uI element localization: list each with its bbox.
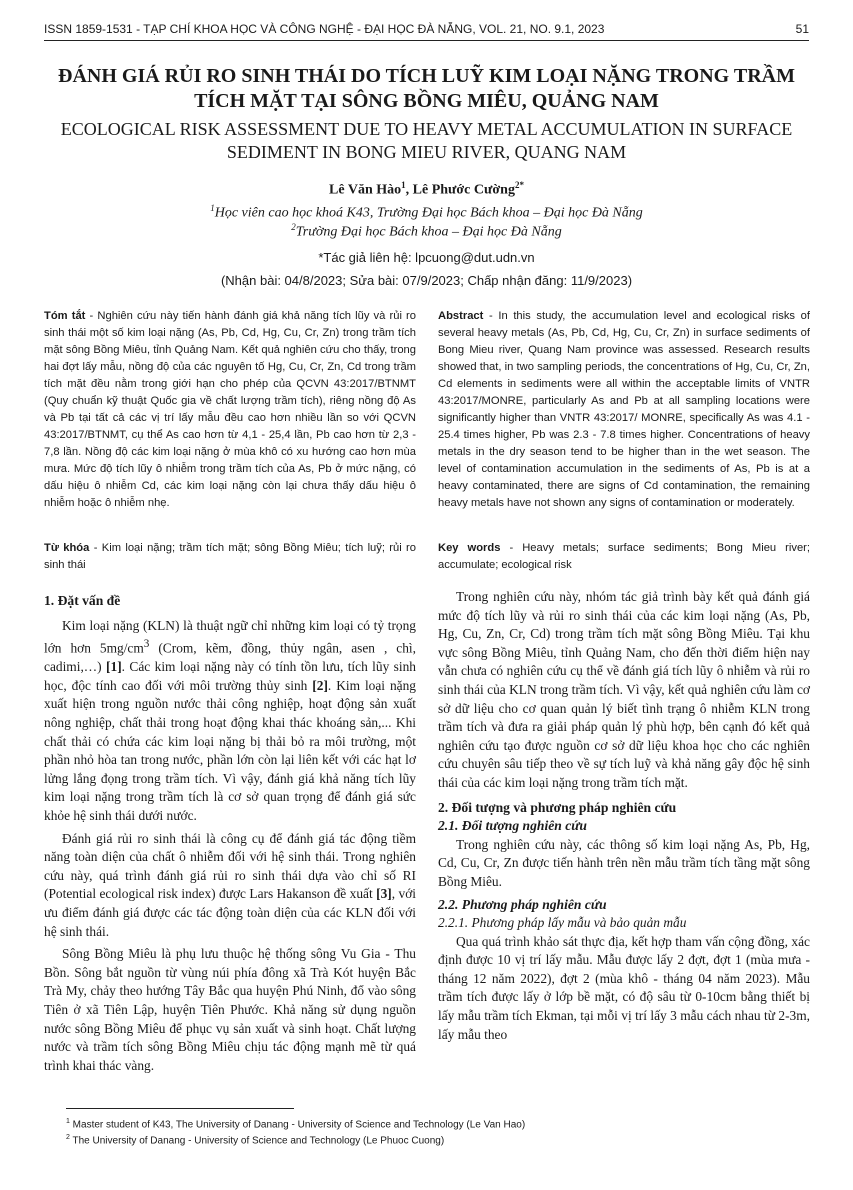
running-header [44, 22, 809, 41]
keywords-english [438, 540, 810, 574]
body-left-column [44, 592, 416, 1079]
affiliation-1 [40, 203, 813, 222]
subsection-2-1-heading: 2.1. Đối tượng nghiên cứu [438, 818, 587, 834]
author-1: Lê Văn Hào [329, 182, 402, 198]
submission-dates: (Nhận bài: 04/8/2023; Sửa bài: 07/9/2023; Chấp nhận đăng: 11/9/2023) [220, 273, 633, 288]
page-number: 51 [795, 22, 809, 36]
abstract-vi-label: Tóm tắt [44, 310, 86, 322]
title-english: ECOLOGICAL RISK ASSESSMENT DUE TO HEAVY METAL ACCUMULATION IN SURFACE SEDIMENT IN BONG MIEU RIVER, QUANG NAM [60, 119, 793, 162]
affiliation-marker: 2 [291, 222, 296, 232]
affiliation-marker: 1 [210, 203, 215, 213]
section-1-paragraph-2: Đánh giá rủi ro sinh thái là công cụ để đánh giá tác động tiềm năng toàn diện của chất ô nhiễm đối với hệ sinh thái. Trong nghiên cứu này, quá trình đánh giá rủi ro sinh thái dựa vào chỉ số RI (Potential ecological risk index) được Lars Hakanson đề xuất [3], với ưu điểm đánh giá được các tác động toàn diện của các KLN đối với hệ sinh thái. [44, 830, 416, 939]
section-2-heading: 2. Đối tượng và phương pháp nghiên cứu [438, 799, 677, 815]
subsection-2-2-1-text: Qua quá trình khảo sát thực địa, kết hợp tham vấn cộng đồng, xác định được 10 vị trí lấy mẫu. Mẫu được lấy 2 đợt, đợt 1 (mùa mưa - tháng 12 năm 2022), đợt 2 (mùa khô - tháng 04 năm 2023). Mẫu trầm tích được lấy ở lớp bề mặt, có độ sâu từ 0-10cm bằng thiết bị lấy mẫu trầm tích Ekman, tại mỗi vị trí lấy 3 mẫu cách nhau từ 2-3m, lấy mẫu theo [438, 933, 810, 1042]
corresponding-author: *Tác giả liên hệ: lpcuong@dut.udn.vn [318, 250, 535, 265]
author-2: Lê Phước Cường [412, 182, 515, 198]
subsection-2-2-heading: 2.2. Phương pháp nghiên cứu [438, 896, 607, 912]
title-vietnamese: ĐÁNH GIÁ RỦI RO SINH THÁI DO TÍCH LUỸ KIM LOẠI NẶNG TRONG TRẦM TÍCH MẶT TẠI SÔNG BỒNG MIÊU, QUẢNG NAM [58, 65, 795, 112]
keywords-en-text: - Heavy metals; surface sediments; Bong Mieu river; accumulate; ecological risk [438, 542, 811, 571]
subsection-2-1-text: Trong nghiên cứu này, các thông số kim loại nặng As, Pb, Hg, Cd, Cu, Cr, Zn được tiến hành trên nền mẫu trầm tích tầng mặt sông Bồng Miêu. [438, 836, 810, 889]
section-1-paragraph-1: Kim loại nặng (KLN) là thuật ngữ chỉ những kim loại có tỷ trọng lớn hơn $5mg/cm^3$ (Crom, kẽm, đồng, thủy ngân, asen , chì, cadimi,…) [1]. Các kim loại nặng này có tính tồn lưu, tích lũy sinh học, độc tính cao đối với môi trường thủy sinh [2]. Kim loại nặng xuất hiện trong nguồn nước thải công nghiệp, hoạt động sản xuất nông nghiệp, chất thải trong hoạt động khai thác khoáng sản,... Khi chất thải có chứa các kim loại nặng bị thải bỏ ra môi trường, một phần nhỏ hòa tan trong nước, phần lớn còn lại liên kết với các hạt lơ lửng lắng đọng trong trầm tích. Vì vậy, đánh giá khả năng tích lũy kim loại nặng trong trầm tích là cơ sở quan trọng để đánh giá sức khỏe hệ sinh thái dưới nước. [44, 617, 417, 823]
abstract-vietnamese [44, 308, 416, 512]
author-separator: , [405, 182, 413, 198]
keywords-vi-label: Từ khóa [44, 542, 90, 554]
footnote-1: $^1$ Master student of K43, The University of Danang - University of Science and Technology (Le Van Hao) [66, 1118, 526, 1131]
keywords-vi-text: - Kim loại nặng; trầm tích mặt; sông Bồng Miêu; tích luỹ; rủi ro sinh thái [44, 542, 417, 571]
subsection-2-2-1-heading: 2.2.1. Phương pháp lấy mẫu và bảo quản mẫu [438, 915, 687, 931]
citation: [1] [106, 659, 122, 675]
keywords-en-label: Key words [438, 542, 501, 554]
footnote-2: $^2$ The University of Danang - University of Science and Technology (Le Phuoc Cuong) [66, 1134, 445, 1147]
abstract-en-label: Abstract [438, 310, 484, 322]
body-right-column [438, 588, 810, 1048]
section-1-paragraph-3: Sông Bồng Miêu là phụ lưu thuộc hệ thống sông Vu Gia - Thu Bồn. Sông bắt nguồn từ vùng núi phía đông xã Trà Kót huyện Bắc Trà My, chảy theo hướng Tây Bắc qua huyện Phú Ninh, đổ vào sông Tiên ở xã Tiên Lập, huyện Tiên Phước. Khả năng sử dụng nguồn nước sông Bồng Miêu để phục vụ sản xuất và sinh hoạt. Chất lượng nước và trầm tích sông Bồng Miêu chịu tác động mạnh mẽ từ quá trình khai thác vàng. [44, 946, 416, 1073]
affiliation-2 [40, 222, 813, 241]
abstract-english [438, 308, 810, 512]
section-1-paragraph-4: Trong nghiên cứu này, nhóm tác giả trình bày kết quả đánh giá mức độ tích lũy và rủi ro sinh thái của các kim loại nặng (As, Pb, Hg, Cu, Zn, Cr, Cd) trong trầm tích mặt sông Bồng Miêu. Tại khu vực sông Bồng Miêu, tỉnh Quảng Nam, cho đến thời điểm hiện nay vẫn chưa có nghiên cứu cụ thể về đánh giá tích lũy ô nhiễm và rủi ro sinh thái của KLN trong trầm tích. Vì vậy, kết quả nghiên cứu làm cơ sở dữ liệu cho cơ quan quản lý biết tình trạng ô nhiễm KLN trong trầm tích và đưa ra giải pháp quản lý phù hợp, bên cạnh đó kết quả nghiên cứu tạo được nguồn cơ sở dữ liệu khoa học cho các nghiên cứu chuyên sâu tiếp theo về sự tích luỹ và khả năng gây độc hệ sinh thái của các kim loại nặng trong trầm tích mặt. [438, 589, 810, 790]
footnote-divider [66, 1108, 294, 1109]
author-list [40, 180, 813, 199]
affiliation-text: Trường Đại học Bách khoa – Đại học Đà Nẵng [295, 224, 562, 240]
journal-header: ISSN 1859-1531 - TẠP CHÍ KHOA HỌC VÀ CÔNG NGHỆ - ĐẠI HỌC ĐÀ NẴNG, VOL. 21, NO. 9.1, 2023 [44, 22, 605, 36]
author-2-marker: 2* [514, 180, 524, 190]
keywords-vietnamese [44, 540, 416, 574]
section-1-heading: 1. Đặt vấn đề [44, 593, 121, 608]
author-1-marker: 1 [401, 180, 406, 190]
abstract-vi-text: - Nghiên cứu này tiến hành đánh giá khả năng tích lũy và rủi ro sinh thái một số kim loại nặng (As, Pb, Cd, Hg, Cu, Cr, Zn) trong trầm tích mặt sông Bồng Miêu, tỉnh Quảng Nam. Kết quả nghiên cứu cho thấy, trong hai đợt lấy mẫu, nồng độ của các nguyên tố Hg, Cu, Cr, Zn, Cd trong trầm tích mặt đều nằm trong giới hạn cho phép của QCVN 43:2017/BTNMT (Quy chuẩn kỹ thuật Quốc gia về chất lượng trầm tích), riêng nồng độ As và Pb tại tất cả các vị trí lấy mẫu đều cao hơn nhiều lần so với QCVN 43:2017/BTNMT, cụ thể As cao hơn từ 4,1 - 25,4 lần, Pb cao hơn từ 2,3 - 7,8 lần. Nồng độ các kim loại nặng ở mùa khô có xu hướng cao hơn mùa mưa. Mức độ tích lũy ô nhiễm trong trầm tích của As, Pb ở mức nặng, có dấu hiệu ô nhiễm Cd, các kim loại nặng còn lại chưa thấy dấu hiệu ô nhiễm hoặc ô nhiễm nhẹ. [44, 310, 416, 509]
citation: [2] [312, 677, 328, 693]
citation: [3] [376, 886, 392, 902]
abstract-en-text: - In this study, the accumulation level and ecological risks of several heavy metals (As, Pb, Cd, Hg, Cu, Cr, Zn) in surface sediments of Bong Mieu river, Quang Nam province was assessed. Research results showed that, in two sampling periods, the concentrations of Hg, Cu, Cr, Zn, Cd elements in sediments were all within the acceptable limits of VNTR 43:2017/MONRE, particularly As and Pb at all sampling locations were significantly higher than VNTR 43:2017/ MONRE, specifically As was 4.1 - 25.4 times higher, Pb was 2.3 - 7.8 times higher. Concentrations of heavy metals in the dry season tend to be higher than in the wet season. The level of contamination accumulation in the sediments of As, Pb is at a heavy contaminated, there are signs of Cd contamination, the remaining heavy metals have not shown any signs of contamination or moderately. [438, 310, 810, 509]
affiliation-text: Học viên cao học khoá K43, Trường Đại học Bách khoa – Đại học Đà Nẵng [214, 205, 643, 221]
